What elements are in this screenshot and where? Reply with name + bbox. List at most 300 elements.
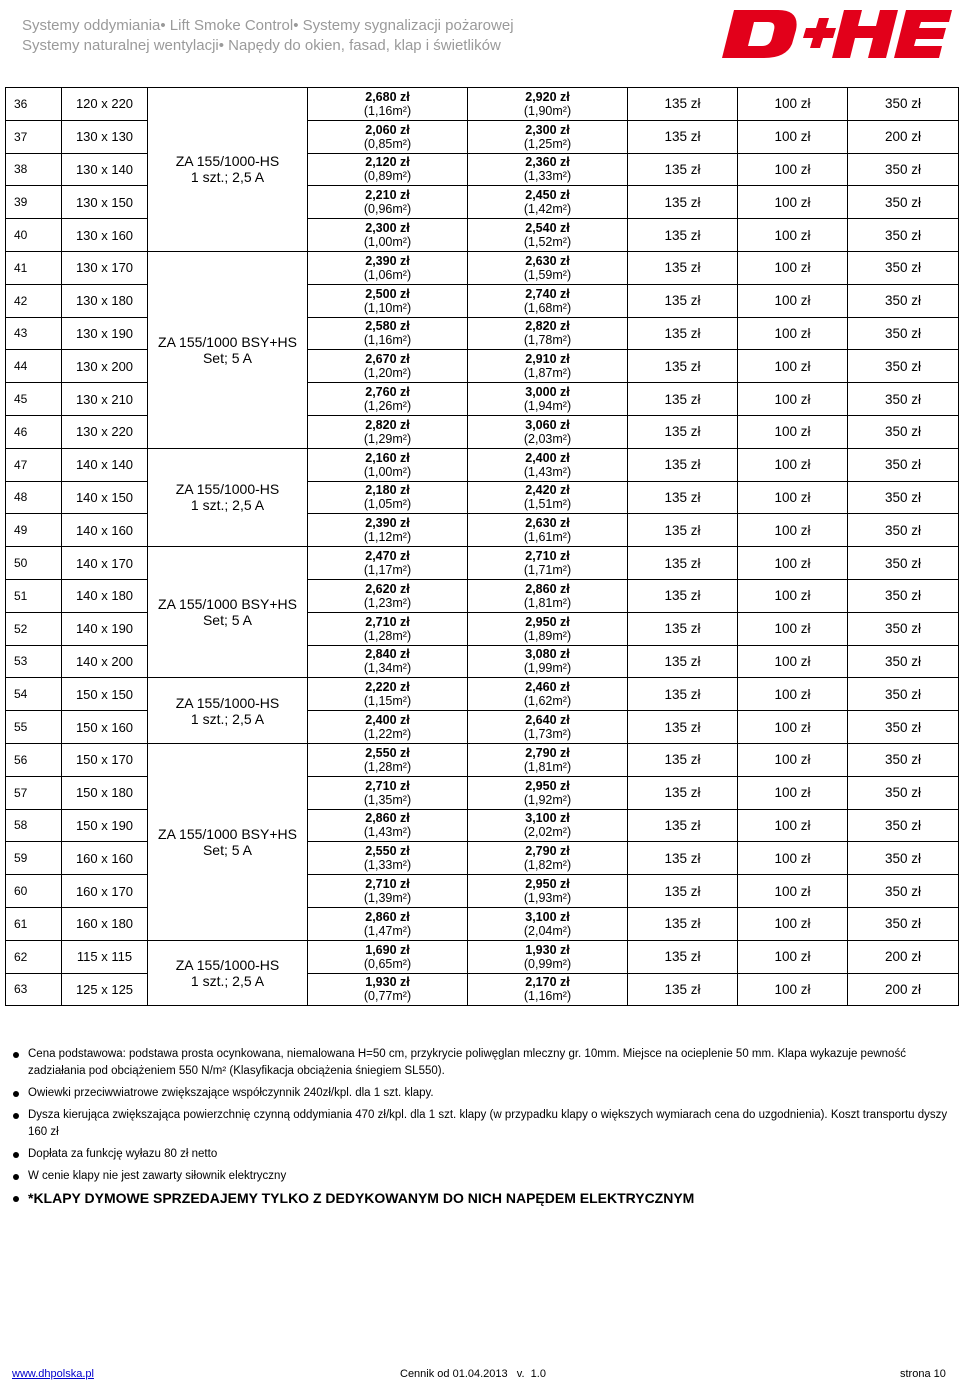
active-area-value: (1,43m²): [523, 464, 572, 479]
price-value: 2,640 zł: [525, 713, 570, 728]
price-value: 2,920 zł: [525, 89, 570, 104]
accessory-price-1: 135 zł: [628, 415, 738, 448]
accessory-price-1: 135 zł: [628, 481, 738, 514]
accessory-price-1: 135 zł: [628, 579, 738, 612]
price-value: 2,450 zł: [525, 188, 570, 203]
row-number: 63: [6, 973, 62, 1006]
drive-cell: [148, 940, 308, 1006]
accessory-price-2: 100 zł: [738, 120, 848, 153]
notes-list: [10, 1046, 950, 1212]
active-area-value: (1,51m²): [523, 497, 572, 512]
accessory-price-1: 135 zł: [628, 875, 738, 908]
accessory-price-3: 350 zł: [848, 251, 959, 284]
active-area-value: (1,90m²): [523, 103, 572, 118]
accessory-price-2: 100 zł: [738, 415, 848, 448]
price-value: 2,400 zł: [365, 713, 410, 728]
price-value: 2,580 zł: [365, 319, 410, 334]
header-line-2: Systemy naturalnej wentylacji• Napędy do okien, fasad, klap i świetlików: [22, 37, 501, 54]
accessory-price-1: 135 zł: [628, 809, 738, 842]
price-cell-2: [468, 907, 628, 940]
price-cell-2: [468, 842, 628, 875]
drive-spec: 1 szt.; 2,5 A: [190, 710, 265, 727]
active-area-value: (0,85m²): [363, 136, 412, 151]
accessory-price-3: 350 zł: [848, 809, 959, 842]
price-cell-2: [468, 579, 628, 612]
table-row: [6, 547, 959, 580]
accessory-price-3: 350 zł: [848, 547, 959, 580]
active-area-value: (0,96m²): [363, 202, 412, 217]
price-value: 2,740 zł: [525, 286, 570, 301]
price-cell-1: [308, 153, 468, 186]
row-number: 41: [6, 251, 62, 284]
dimension-cell: 140 x 140: [62, 448, 148, 481]
price-value: 2,710 zł: [365, 778, 410, 793]
dimension-cell: 140 x 150: [62, 481, 148, 514]
price-value: 1,930 zł: [365, 975, 410, 990]
active-area-value: (1,73m²): [523, 727, 572, 742]
active-area-value: (1,81m²): [523, 759, 572, 774]
price-value: 2,500 zł: [365, 286, 410, 301]
dimension-cell: 120 x 220: [62, 88, 148, 121]
table-row: [6, 251, 959, 284]
active-area-value: (1,16m²): [523, 989, 572, 1004]
row-number: 55: [6, 711, 62, 744]
price-cell-2: [468, 875, 628, 908]
accessory-price-2: 100 zł: [738, 251, 848, 284]
drive-model: ZA 155/1000 BSY+HS: [158, 596, 297, 613]
accessory-price-2: 100 zł: [738, 153, 848, 186]
price-cell-1: [308, 842, 468, 875]
price-cell-1: [308, 317, 468, 350]
dimension-cell: 140 x 200: [62, 645, 148, 678]
price-cell-2: [468, 350, 628, 383]
dimension-cell: 150 x 160: [62, 711, 148, 744]
accessory-price-2: 100 zł: [738, 547, 848, 580]
drive-spec: Set; 5 A: [202, 349, 253, 366]
accessory-price-2: 100 zł: [738, 317, 848, 350]
price-value: 2,790 zł: [525, 745, 570, 760]
active-area-value: (1,22m²): [363, 727, 412, 742]
price-value: 2,060 zł: [365, 122, 410, 137]
accessory-price-1: 135 zł: [628, 973, 738, 1006]
price-cell-1: [308, 612, 468, 645]
active-area-value: (1,78m²): [523, 333, 572, 348]
price-cell-2: [468, 743, 628, 776]
dimension-cell: 160 x 180: [62, 907, 148, 940]
table-row: [6, 678, 959, 711]
price-cell-1: [308, 743, 468, 776]
accessory-price-3: 200 zł: [848, 973, 959, 1006]
table-row: [6, 940, 959, 973]
price-cell-1: [308, 907, 468, 940]
price-value: 3,100 zł: [525, 811, 570, 826]
dimension-cell: 150 x 150: [62, 678, 148, 711]
price-cell-1: [308, 776, 468, 809]
price-value: 2,820 zł: [525, 319, 570, 334]
dimension-cell: 130 x 220: [62, 415, 148, 448]
price-cell-1: [308, 579, 468, 612]
row-number: 61: [6, 907, 62, 940]
price-value: 2,630 zł: [525, 516, 570, 531]
page-header: [22, 16, 514, 56]
active-area-value: (1,61m²): [523, 530, 572, 545]
price-cell-1: [308, 711, 468, 744]
accessory-price-3: 350 zł: [848, 383, 959, 416]
accessory-price-3: 350 zł: [848, 907, 959, 940]
price-value: 2,710 zł: [365, 877, 410, 892]
active-area-value: (1,92m²): [523, 792, 572, 807]
active-area-value: (1,82m²): [523, 858, 572, 873]
active-area-value: (0,77m²): [363, 989, 412, 1004]
dimension-cell: 115 x 115: [62, 940, 148, 973]
price-cell-2: [468, 645, 628, 678]
note-item: *KLAPY DYMOWE SPRZEDAJEMY TYLKO Z DEDYKOWANYM DO NICH NAPĘDEM ELEKTRYCZNYM: [10, 1190, 950, 1207]
accessory-price-3: 350 zł: [848, 579, 959, 612]
price-value: 2,220 zł: [365, 680, 410, 695]
note-item: W cenie klapy nie jest zawarty siłownik elektryczny: [10, 1168, 950, 1185]
price-value: 3,100 zł: [525, 909, 570, 924]
row-number: 52: [6, 612, 62, 645]
price-cell-2: [468, 317, 628, 350]
row-number: 50: [6, 547, 62, 580]
active-area-value: (1,71m²): [523, 563, 572, 578]
price-cell-2: [468, 219, 628, 252]
row-number: 51: [6, 579, 62, 612]
price-value: 2,910 zł: [525, 352, 570, 367]
price-value: 2,300 zł: [525, 122, 570, 137]
accessory-price-2: 100 zł: [738, 842, 848, 875]
active-area-value: (2,02m²): [523, 825, 572, 840]
price-value: 2,470 zł: [365, 549, 410, 564]
footer-page-number: strona 10: [900, 1368, 946, 1380]
price-cell-1: [308, 251, 468, 284]
price-value: 2,550 zł: [365, 745, 410, 760]
accessory-price-1: 135 zł: [628, 645, 738, 678]
price-cell-2: [468, 415, 628, 448]
drive-cell: [148, 547, 308, 678]
header-line-1: Systemy oddymiania• Lift Smoke Control• Systemy sygnalizacji pożarowej: [22, 17, 514, 34]
price-value: 2,170 zł: [525, 975, 570, 990]
price-value: 2,760 zł: [365, 385, 410, 400]
drive-model: ZA 155/1000-HS: [175, 481, 280, 498]
price-cell-1: [308, 415, 468, 448]
note-item: Cena podstawowa: podstawa prosta ocynkowana, niemalowana H=50 cm, przykrycie poliwęglan mleczny gr. 10mm. Miejsce na ocieplenie 50 mm. Klapa wykazuje pewność zadziałania pod obciążeniem 550 N/m² (Klasyfikacja obciążenia śniegiem SL550).: [10, 1046, 950, 1080]
accessory-price-3: 350 zł: [848, 711, 959, 744]
accessory-price-2: 100 zł: [738, 481, 848, 514]
row-number: 45: [6, 383, 62, 416]
accessory-price-2: 100 zł: [738, 809, 848, 842]
price-cell-1: [308, 973, 468, 1006]
active-area-value: (1,00m²): [363, 235, 412, 250]
dimension-cell: 140 x 170: [62, 547, 148, 580]
price-cell-1: [308, 120, 468, 153]
row-number: 37: [6, 120, 62, 153]
active-area-value: (1,43m²): [363, 825, 412, 840]
active-area-value: (2,03m²): [523, 431, 572, 446]
accessory-price-3: 350 zł: [848, 448, 959, 481]
accessory-price-2: 100 zł: [738, 448, 848, 481]
accessory-price-1: 135 zł: [628, 743, 738, 776]
active-area-value: (1,99m²): [523, 661, 572, 676]
price-cell-2: [468, 481, 628, 514]
price-cell-2: [468, 809, 628, 842]
accessory-price-1: 135 zł: [628, 350, 738, 383]
accessory-price-3: 200 zł: [848, 120, 959, 153]
accessory-price-1: 135 zł: [628, 284, 738, 317]
price-cell-2: [468, 284, 628, 317]
price-cell-2: [468, 120, 628, 153]
dimension-cell: 130 x 210: [62, 383, 148, 416]
price-value: 2,710 zł: [525, 549, 570, 564]
row-number: 60: [6, 875, 62, 908]
row-number: 54: [6, 678, 62, 711]
active-area-value: (1,26m²): [363, 399, 412, 414]
footer-website[interactable]: [12, 1368, 94, 1380]
accessory-price-2: 100 zł: [738, 186, 848, 219]
drive-model: ZA 155/1000-HS: [175, 153, 280, 170]
accessory-price-3: 350 zł: [848, 153, 959, 186]
row-number: 36: [6, 88, 62, 121]
accessory-price-3: 350 zł: [848, 219, 959, 252]
accessory-price-2: 100 zł: [738, 711, 848, 744]
price-cell-1: [308, 678, 468, 711]
active-area-value: (1,28m²): [363, 628, 412, 643]
price-value: 3,000 zł: [525, 385, 570, 400]
table-row: [6, 88, 959, 121]
price-value: 2,950 zł: [525, 614, 570, 629]
price-value: 2,630 zł: [525, 253, 570, 268]
price-value: 2,420 zł: [525, 483, 570, 498]
price-cell-1: [308, 514, 468, 547]
accessory-price-1: 135 zł: [628, 711, 738, 744]
accessory-price-1: 135 zł: [628, 514, 738, 547]
accessory-price-1: 135 zł: [628, 907, 738, 940]
drive-model: ZA 155/1000-HS: [175, 957, 280, 974]
row-number: 42: [6, 284, 62, 317]
price-value: 2,950 zł: [525, 778, 570, 793]
price-value: 2,390 zł: [365, 253, 410, 268]
accessory-price-3: 350 zł: [848, 186, 959, 219]
table-row: [6, 743, 959, 776]
price-cell-2: [468, 612, 628, 645]
accessory-price-3: 350 zł: [848, 514, 959, 547]
accessory-price-2: 100 zł: [738, 383, 848, 416]
row-number: 62: [6, 940, 62, 973]
accessory-price-3: 350 zł: [848, 776, 959, 809]
row-number: 49: [6, 514, 62, 547]
price-value: 2,400 zł: [525, 450, 570, 465]
price-cell-2: [468, 973, 628, 1006]
accessory-price-1: 135 zł: [628, 317, 738, 350]
accessory-price-1: 135 zł: [628, 448, 738, 481]
row-number: 59: [6, 842, 62, 875]
price-table: [5, 87, 959, 1006]
dimension-cell: 125 x 125: [62, 973, 148, 1006]
active-area-value: (0,89m²): [363, 169, 412, 184]
price-cell-1: [308, 645, 468, 678]
drive-cell: [148, 88, 308, 252]
accessory-price-3: 350 zł: [848, 875, 959, 908]
drive-cell: [148, 743, 308, 940]
price-value: 1,930 zł: [525, 942, 570, 957]
accessory-price-2: 100 zł: [738, 579, 848, 612]
active-area-value: (1,33m²): [523, 169, 572, 184]
dimension-cell: 130 x 180: [62, 284, 148, 317]
dimension-cell: 130 x 160: [62, 219, 148, 252]
accessory-price-3: 350 zł: [848, 317, 959, 350]
row-number: 38: [6, 153, 62, 186]
active-area-value: (1,16m²): [363, 333, 412, 348]
row-number: 46: [6, 415, 62, 448]
active-area-value: (1,10m²): [363, 300, 412, 315]
accessory-price-1: 135 zł: [628, 940, 738, 973]
price-cell-2: [468, 383, 628, 416]
note-item: Owiewki przeciwwiatrowe zwiększające współczynnik 240zł/kpl. dla 1 szt. klapy.: [10, 1085, 950, 1102]
active-area-value: (1,94m²): [523, 399, 572, 414]
row-number: 47: [6, 448, 62, 481]
active-area-value: (1,33m²): [363, 858, 412, 873]
note-item: Dysza kierująca zwiększająca powierzchnię czynną oddymiania 470 zł/kpl. dla 1 szt. klapy (w przypadku klapy o większych wymiarach cena do uzgodnienia). Koszt transportu dyszy 160 zł: [10, 1107, 950, 1141]
active-area-value: (1,62m²): [523, 694, 572, 709]
price-value: 2,790 zł: [525, 844, 570, 859]
accessory-price-1: 135 zł: [628, 153, 738, 186]
footer-price-list: Cennik od 01.04.2013 v. 1.0: [400, 1368, 546, 1380]
drive-cell: [148, 448, 308, 546]
price-cell-1: [308, 186, 468, 219]
active-area-value: (1,34m²): [363, 661, 412, 676]
accessory-price-2: 100 zł: [738, 514, 848, 547]
row-number: 57: [6, 776, 62, 809]
active-area-value: (2,04m²): [523, 923, 572, 938]
row-number: 58: [6, 809, 62, 842]
price-cell-2: [468, 776, 628, 809]
active-area-value: (1,59m²): [523, 267, 572, 282]
active-area-value: (1,17m²): [363, 563, 412, 578]
price-cell-2: [468, 153, 628, 186]
accessory-price-1: 135 zł: [628, 120, 738, 153]
accessory-price-3: 350 zł: [848, 350, 959, 383]
price-value: 2,860 zł: [525, 581, 570, 596]
accessory-price-3: 350 zł: [848, 612, 959, 645]
drive-cell: [148, 678, 308, 744]
price-cell-2: [468, 678, 628, 711]
accessory-price-3: 350 zł: [848, 481, 959, 514]
dimension-cell: 130 x 200: [62, 350, 148, 383]
active-area-value: (1,05m²): [363, 497, 412, 512]
accessory-price-2: 100 zł: [738, 973, 848, 1006]
active-area-value: (1,89m²): [523, 628, 572, 643]
price-value: 2,460 zł: [525, 680, 570, 695]
price-value: 2,680 zł: [365, 89, 410, 104]
price-cell-2: [468, 514, 628, 547]
price-cell-2: [468, 186, 628, 219]
dimension-cell: 150 x 170: [62, 743, 148, 776]
price-cell-2: [468, 251, 628, 284]
active-area-value: (1,25m²): [523, 136, 572, 151]
dimension-cell: 160 x 160: [62, 842, 148, 875]
price-value: 2,550 zł: [365, 844, 410, 859]
price-cell-2: [468, 88, 628, 121]
active-area-value: (1,28m²): [363, 759, 412, 774]
dimension-cell: 160 x 170: [62, 875, 148, 908]
price-value: 2,860 zł: [365, 811, 410, 826]
accessory-price-2: 100 zł: [738, 88, 848, 121]
website-link[interactable]: www.dhpolska.pl: [12, 1368, 94, 1380]
dimension-cell: 130 x 130: [62, 120, 148, 153]
price-cell-1: [308, 940, 468, 973]
accessory-price-2: 100 zł: [738, 612, 848, 645]
dimension-cell: 130 x 140: [62, 153, 148, 186]
price-value: 2,180 zł: [365, 483, 410, 498]
active-area-value: (1,23m²): [363, 595, 412, 610]
price-cell-1: [308, 809, 468, 842]
price-cell-1: [308, 219, 468, 252]
price-value: 2,620 zł: [365, 581, 410, 596]
active-area-value: (1,52m²): [523, 235, 572, 250]
dimension-cell: 140 x 180: [62, 579, 148, 612]
accessory-price-2: 100 zł: [738, 678, 848, 711]
accessory-price-1: 135 zł: [628, 383, 738, 416]
price-cell-2: [468, 547, 628, 580]
accessory-price-2: 100 zł: [738, 350, 848, 383]
price-table-body: [6, 88, 959, 1006]
price-value: 2,950 zł: [525, 877, 570, 892]
accessory-price-2: 100 zł: [738, 743, 848, 776]
active-area-value: (1,87m²): [523, 366, 572, 381]
price-value: 2,160 zł: [365, 450, 410, 465]
row-number: 48: [6, 481, 62, 514]
row-number: 40: [6, 219, 62, 252]
price-value: 2,360 zł: [525, 155, 570, 170]
accessory-price-3: 350 zł: [848, 743, 959, 776]
accessory-price-1: 135 zł: [628, 842, 738, 875]
active-area-value: (1,29m²): [363, 431, 412, 446]
dimension-cell: 150 x 180: [62, 776, 148, 809]
accessory-price-3: 350 zł: [848, 88, 959, 121]
drive-spec: Set; 5 A: [202, 612, 253, 629]
price-value: 3,080 zł: [525, 647, 570, 662]
accessory-price-2: 100 zł: [738, 940, 848, 973]
row-number: 53: [6, 645, 62, 678]
dimension-cell: 140 x 190: [62, 612, 148, 645]
row-number: 56: [6, 743, 62, 776]
accessory-price-3: 350 zł: [848, 415, 959, 448]
active-area-value: (1,68m²): [523, 300, 572, 315]
dimension-cell: 140 x 160: [62, 514, 148, 547]
price-cell-2: [468, 448, 628, 481]
price-value: 2,540 zł: [525, 221, 570, 236]
price-value: 2,120 zł: [365, 155, 410, 170]
price-value: 2,210 zł: [365, 188, 410, 203]
price-cell-2: [468, 940, 628, 973]
active-area-value: (1,15m²): [363, 694, 412, 709]
price-cell-2: [468, 711, 628, 744]
price-value: 3,060 zł: [525, 417, 570, 432]
accessory-price-3: 350 zł: [848, 842, 959, 875]
price-cell-1: [308, 383, 468, 416]
accessory-price-3: 350 zł: [848, 284, 959, 317]
dimension-cell: 130 x 170: [62, 251, 148, 284]
active-area-value: (1,81m²): [523, 595, 572, 610]
price-cell-1: [308, 875, 468, 908]
row-number: 43: [6, 317, 62, 350]
dimension-cell: 150 x 190: [62, 809, 148, 842]
active-area-value: (0,99m²): [523, 956, 572, 971]
accessory-price-3: 200 zł: [848, 940, 959, 973]
active-area-value: (1,06m²): [363, 267, 412, 282]
accessory-price-1: 135 zł: [628, 678, 738, 711]
accessory-price-1: 135 zł: [628, 612, 738, 645]
